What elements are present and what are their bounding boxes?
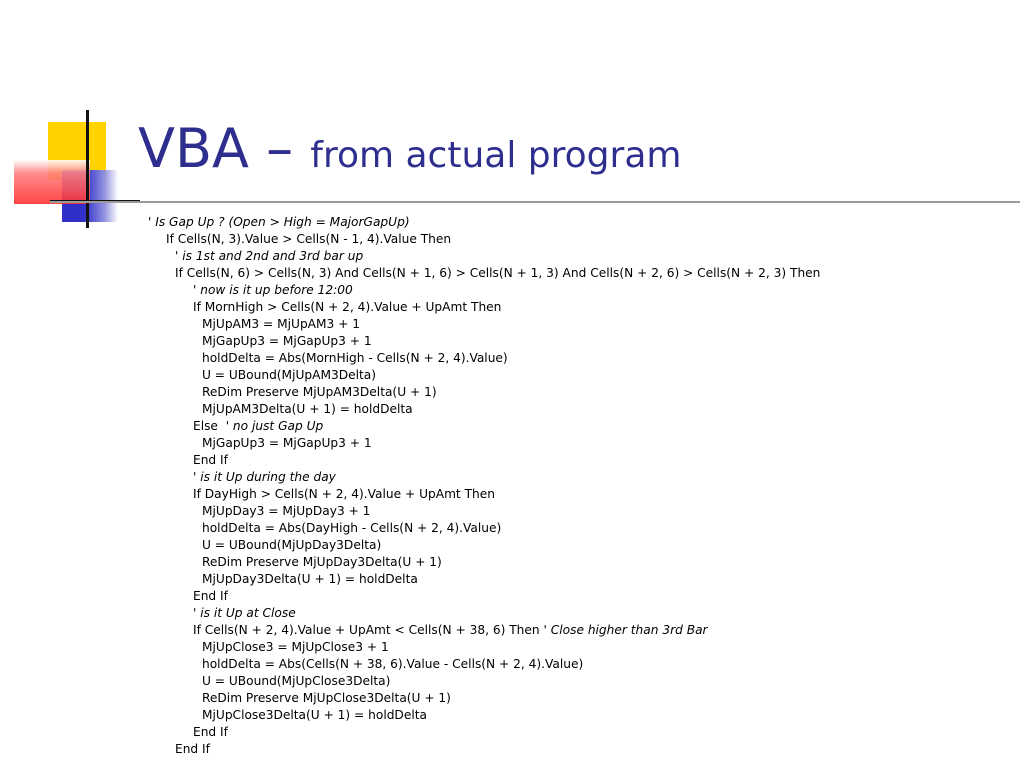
code-text: If Cells(N, 3).Value > Cells(N - 1, 4).Value Then [166, 232, 452, 246]
code-text: End If [193, 589, 228, 603]
code-line [148, 316, 820, 333]
code-text: ReDim Preserve MjUpClose3Delta(U + 1) [202, 691, 451, 705]
code-line [148, 214, 820, 231]
code-comment: ' Close higher than 3rd Bar [543, 623, 708, 637]
code-line [148, 452, 820, 469]
code-line [148, 384, 820, 401]
code-text: MjUpAM3 = MjUpAM3 + 1 [202, 317, 361, 331]
code-line [148, 605, 820, 622]
logo-vertical-line [86, 110, 89, 228]
code-comment: ' is it Up at Close [193, 606, 296, 620]
code-text: End If [193, 725, 228, 739]
code-line [148, 333, 820, 350]
code-text: U = UBound(MjUpAM3Delta) [202, 368, 376, 382]
slide-title-main: VBA – [138, 117, 311, 180]
code-line [148, 503, 820, 520]
code-line [148, 520, 820, 537]
code-line [148, 350, 820, 367]
code-text: If Cells(N + 2, 4).Value + UpAmt < Cells(N + 38, 6) Then [193, 623, 544, 637]
code-line [148, 741, 820, 758]
code-text: MjUpAM3Delta(U + 1) = holdDelta [202, 402, 413, 416]
code-text: MjUpDay3 = MjUpDay3 + 1 [202, 504, 371, 518]
code-line [148, 571, 820, 588]
code-line [148, 418, 820, 435]
slide-title-subtitle: from actual program [310, 135, 682, 176]
code-line [148, 707, 820, 724]
code-line [148, 469, 820, 486]
code-line [148, 367, 820, 384]
code-text: U = UBound(MjUpClose3Delta) [202, 674, 391, 688]
code-comment: ' Is Gap Up ? (Open > High = MajorGapUp) [148, 215, 410, 229]
code-text: ReDim Preserve MjUpDay3Delta(U + 1) [202, 555, 442, 569]
code-line [148, 265, 820, 282]
code-line [148, 282, 820, 299]
code-line [148, 588, 820, 605]
code-text: MjUpClose3 = MjUpClose3 + 1 [202, 640, 389, 654]
code-text: holdDelta = Abs(MornHigh - Cells(N + 2, 4).Value) [202, 351, 508, 365]
code-line [148, 486, 820, 503]
slide-logo-decoration [0, 0, 150, 240]
code-comment: ' is 1st and 2nd and 3rd bar up [175, 249, 364, 263]
code-text: holdDelta = Abs(DayHigh - Cells(N + 2, 4).Value) [202, 521, 502, 535]
code-line [148, 401, 820, 418]
code-comment: ' no just Gap Up [225, 419, 324, 433]
code-line [148, 554, 820, 571]
code-line [148, 248, 820, 265]
slide-title [138, 117, 682, 180]
code-line [148, 537, 820, 554]
code-text: Else [193, 419, 226, 433]
code-line [148, 299, 820, 316]
code-line [148, 622, 820, 639]
vba-code-listing [148, 214, 820, 758]
code-line [148, 724, 820, 741]
code-text: holdDelta = Abs(Cells(N + 38, 6).Value - Cells(N + 2, 4).Value) [202, 657, 584, 671]
code-text: If Cells(N, 6) > Cells(N, 3) And Cells(N + 1, 6) > Cells(N + 1, 3) And Cells(N + 2, 6) > Cells(N + 2, 3) Then [175, 266, 821, 280]
code-comment: ' now is it up before 12:00 [193, 283, 353, 297]
code-line [148, 690, 820, 707]
code-text: ReDim Preserve MjUpAM3Delta(U + 1) [202, 385, 437, 399]
title-divider [50, 201, 1020, 203]
code-text: If DayHigh > Cells(N + 2, 4).Value + UpAmt Then [193, 487, 495, 501]
code-line [148, 673, 820, 690]
code-text: End If [193, 453, 228, 467]
code-line [148, 435, 820, 452]
code-text: MjGapUp3 = MjGapUp3 + 1 [202, 334, 372, 348]
logo-red-square [14, 160, 90, 204]
code-line [148, 656, 820, 673]
code-text: U = UBound(MjUpDay3Delta) [202, 538, 382, 552]
code-text: End If [175, 742, 210, 756]
code-text: MjGapUp3 = MjGapUp3 + 1 [202, 436, 372, 450]
code-text: MjUpClose3Delta(U + 1) = holdDelta [202, 708, 427, 722]
code-line [148, 639, 820, 656]
code-line [148, 231, 820, 248]
code-text: If MornHigh > Cells(N + 2, 4).Value + UpAmt Then [193, 300, 502, 314]
code-text: MjUpDay3Delta(U + 1) = holdDelta [202, 572, 418, 586]
code-comment: ' is it Up during the day [193, 470, 336, 484]
